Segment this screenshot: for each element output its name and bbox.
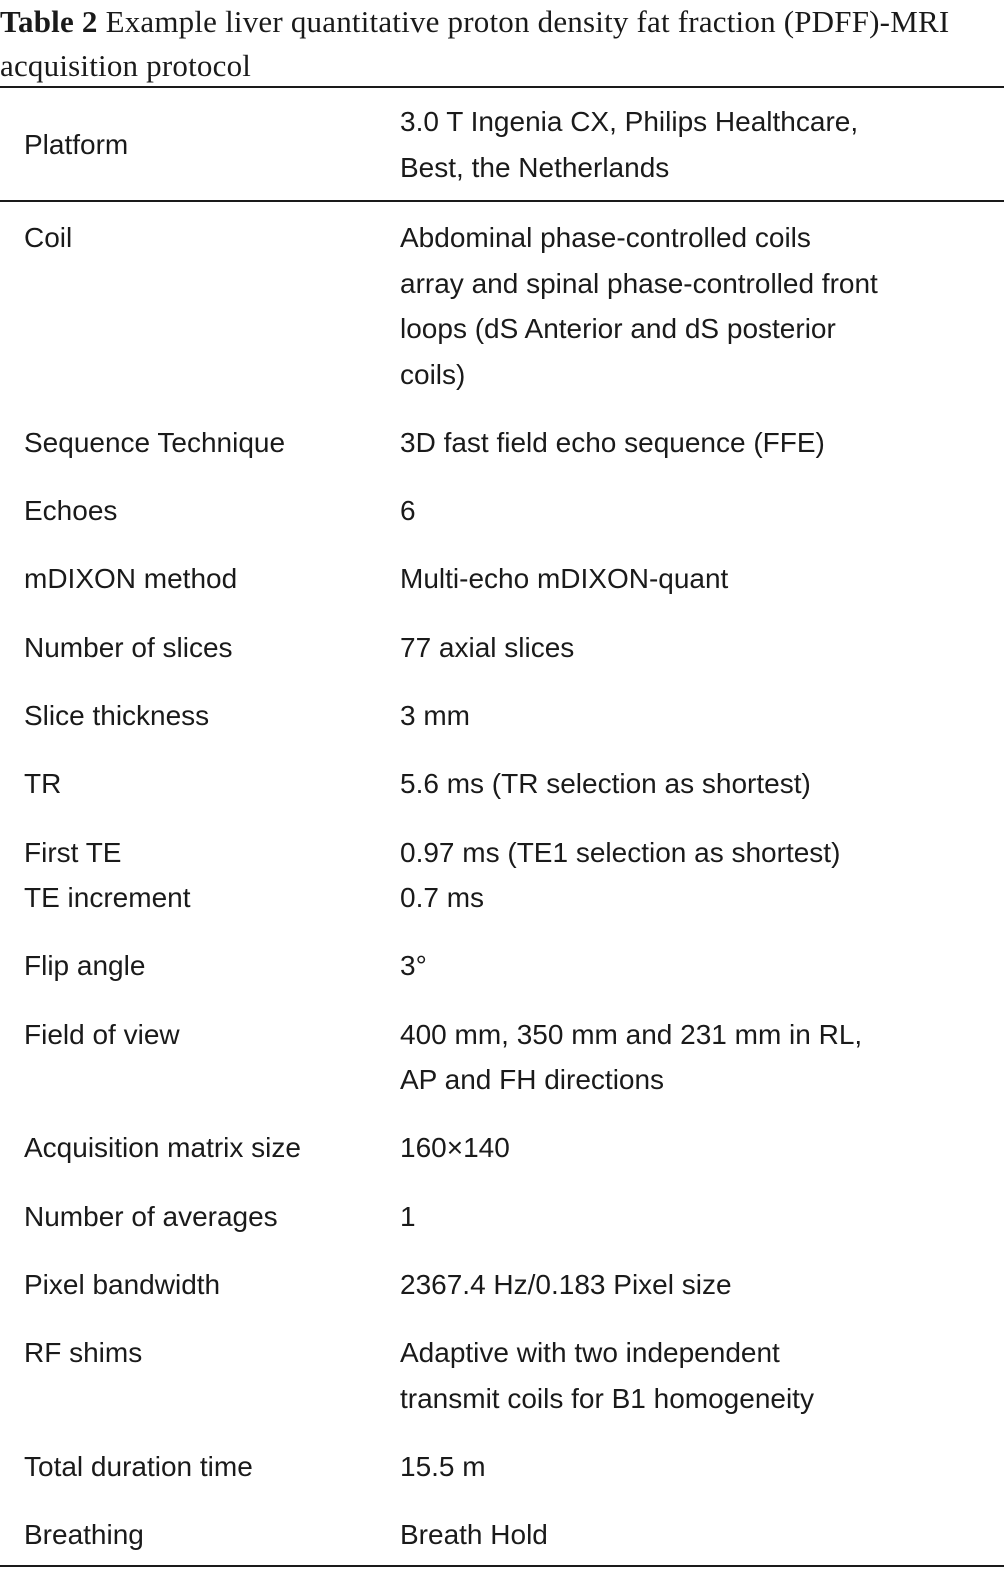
value-cell xyxy=(400,1512,1004,1580)
table-row xyxy=(0,1125,1004,1193)
param-cell xyxy=(0,1194,400,1262)
param-label: Flip angle xyxy=(24,950,146,982)
param-label: Coil xyxy=(24,222,73,253)
table-row xyxy=(0,1012,1004,1126)
value-text: 5.6 ms (TR selection as shortest) xyxy=(400,768,811,800)
bottom-rule xyxy=(0,1565,1004,1567)
table-row xyxy=(0,1194,1004,1262)
value-text: 3° xyxy=(400,950,427,982)
param-label: Breathing xyxy=(24,1519,144,1551)
param-cell xyxy=(0,1012,400,1126)
value-cell xyxy=(400,830,1004,944)
table-caption xyxy=(0,0,990,88)
value-text: coils) xyxy=(400,358,466,390)
header-rule xyxy=(0,200,1004,202)
value-text: 400 mm, 350 mm and 231 mm in RL, xyxy=(400,1018,863,1050)
value-text: loops (dS Anterior and dS posterior xyxy=(400,313,836,344)
param-label: Field of view xyxy=(24,1018,180,1050)
value-text: Multi-echo mDIXON-quant xyxy=(400,563,729,595)
param-cell xyxy=(0,761,400,829)
table-row xyxy=(0,488,1004,556)
table-row xyxy=(0,943,1004,1011)
param-label: Number of averages xyxy=(24,1200,278,1232)
table-row xyxy=(0,556,1004,624)
table-row xyxy=(0,1444,1004,1512)
value-cell xyxy=(400,1444,1004,1512)
param-label: Pixel bandwidth xyxy=(24,1269,221,1301)
value-text: 1 xyxy=(400,1200,416,1232)
header-param: Platform xyxy=(24,128,129,160)
param-label: mDIXON method xyxy=(24,563,238,595)
param-cell xyxy=(0,1262,400,1330)
top-rule xyxy=(0,86,1004,88)
param-cell xyxy=(0,693,400,761)
value-text: transmit coils for B1 homogeneity xyxy=(400,1382,814,1414)
table-title: Example liver quantitative proton density fat fraction (PDFF)-MRI acquisition protocol xyxy=(0,4,950,83)
value-text: 15.5 m xyxy=(400,1451,486,1483)
value-cell xyxy=(400,625,1004,693)
param-label: Acquisition matrix size xyxy=(24,1132,301,1164)
param-label: Sequence Technique xyxy=(24,426,286,458)
protocol-table xyxy=(0,215,1004,1581)
param-label: TR xyxy=(24,768,62,800)
value-text: 6 xyxy=(400,495,416,527)
param-cell xyxy=(0,625,400,693)
param-cell xyxy=(0,1125,400,1193)
value-text: Abdominal phase-controlled coils xyxy=(400,222,811,253)
header-row xyxy=(0,99,1004,190)
table-row xyxy=(0,693,1004,761)
param-label: First TE xyxy=(24,836,122,868)
param-cell xyxy=(0,420,400,488)
value-cell xyxy=(400,693,1004,761)
value-text: 3 mm xyxy=(400,699,470,731)
value-cell xyxy=(400,1125,1004,1193)
table-row xyxy=(0,1330,1004,1444)
value-cell xyxy=(400,215,1004,420)
param-cell xyxy=(0,556,400,624)
param-cell xyxy=(0,215,400,420)
table-body xyxy=(0,215,1004,1581)
param-cell xyxy=(0,1512,400,1580)
value-cell xyxy=(400,1194,1004,1262)
param-label: RF shims xyxy=(24,1337,143,1369)
value-cell xyxy=(400,420,1004,488)
value-text: 2367.4 Hz/0.183 Pixel size xyxy=(400,1269,732,1301)
param-cell xyxy=(0,1330,400,1444)
header-value-line: Best, the Netherlands xyxy=(400,151,670,183)
value-cell xyxy=(400,488,1004,556)
table-row xyxy=(0,1512,1004,1580)
table-row xyxy=(0,625,1004,693)
table-header xyxy=(0,99,1004,190)
header-value-line: 3.0 T Ingenia CX, Philips Healthcare, xyxy=(400,106,859,137)
value-text: 77 axial slices xyxy=(400,631,575,663)
value-text: 0.7 ms xyxy=(400,882,485,914)
param-cell xyxy=(0,1444,400,1512)
value-cell xyxy=(400,1012,1004,1126)
value-cell xyxy=(400,556,1004,624)
param-cell xyxy=(0,488,400,556)
param-label: TE increment xyxy=(24,882,191,914)
param-label: Echoes xyxy=(24,495,118,527)
value-text: Adaptive with two independent xyxy=(400,1337,780,1369)
value-cell xyxy=(400,1262,1004,1330)
param-label: Total duration time xyxy=(24,1451,253,1483)
param-cell xyxy=(0,830,400,944)
value-text: 0.97 ms (TE1 selection as shortest) xyxy=(400,836,841,868)
value-text: Breath Hold xyxy=(400,1519,548,1551)
value-cell xyxy=(400,1330,1004,1444)
value-cell xyxy=(400,761,1004,829)
value-text: 3D fast field echo sequence (FFE) xyxy=(400,426,825,458)
table-row xyxy=(0,215,1004,420)
param-cell xyxy=(0,943,400,1011)
value-text: AP and FH directions xyxy=(400,1064,665,1096)
table-label: Table 2 xyxy=(0,4,98,39)
param-label: Number of slices xyxy=(24,631,233,663)
table-row xyxy=(0,1262,1004,1330)
table-row xyxy=(0,830,1004,944)
value-cell xyxy=(400,943,1004,1011)
param-label: Slice thickness xyxy=(24,699,210,731)
table-row xyxy=(0,761,1004,829)
value-text: array and spinal phase-controlled front xyxy=(400,267,878,299)
table-row xyxy=(0,420,1004,488)
value-text: 160×140 xyxy=(400,1132,510,1164)
header-value xyxy=(400,99,1004,190)
